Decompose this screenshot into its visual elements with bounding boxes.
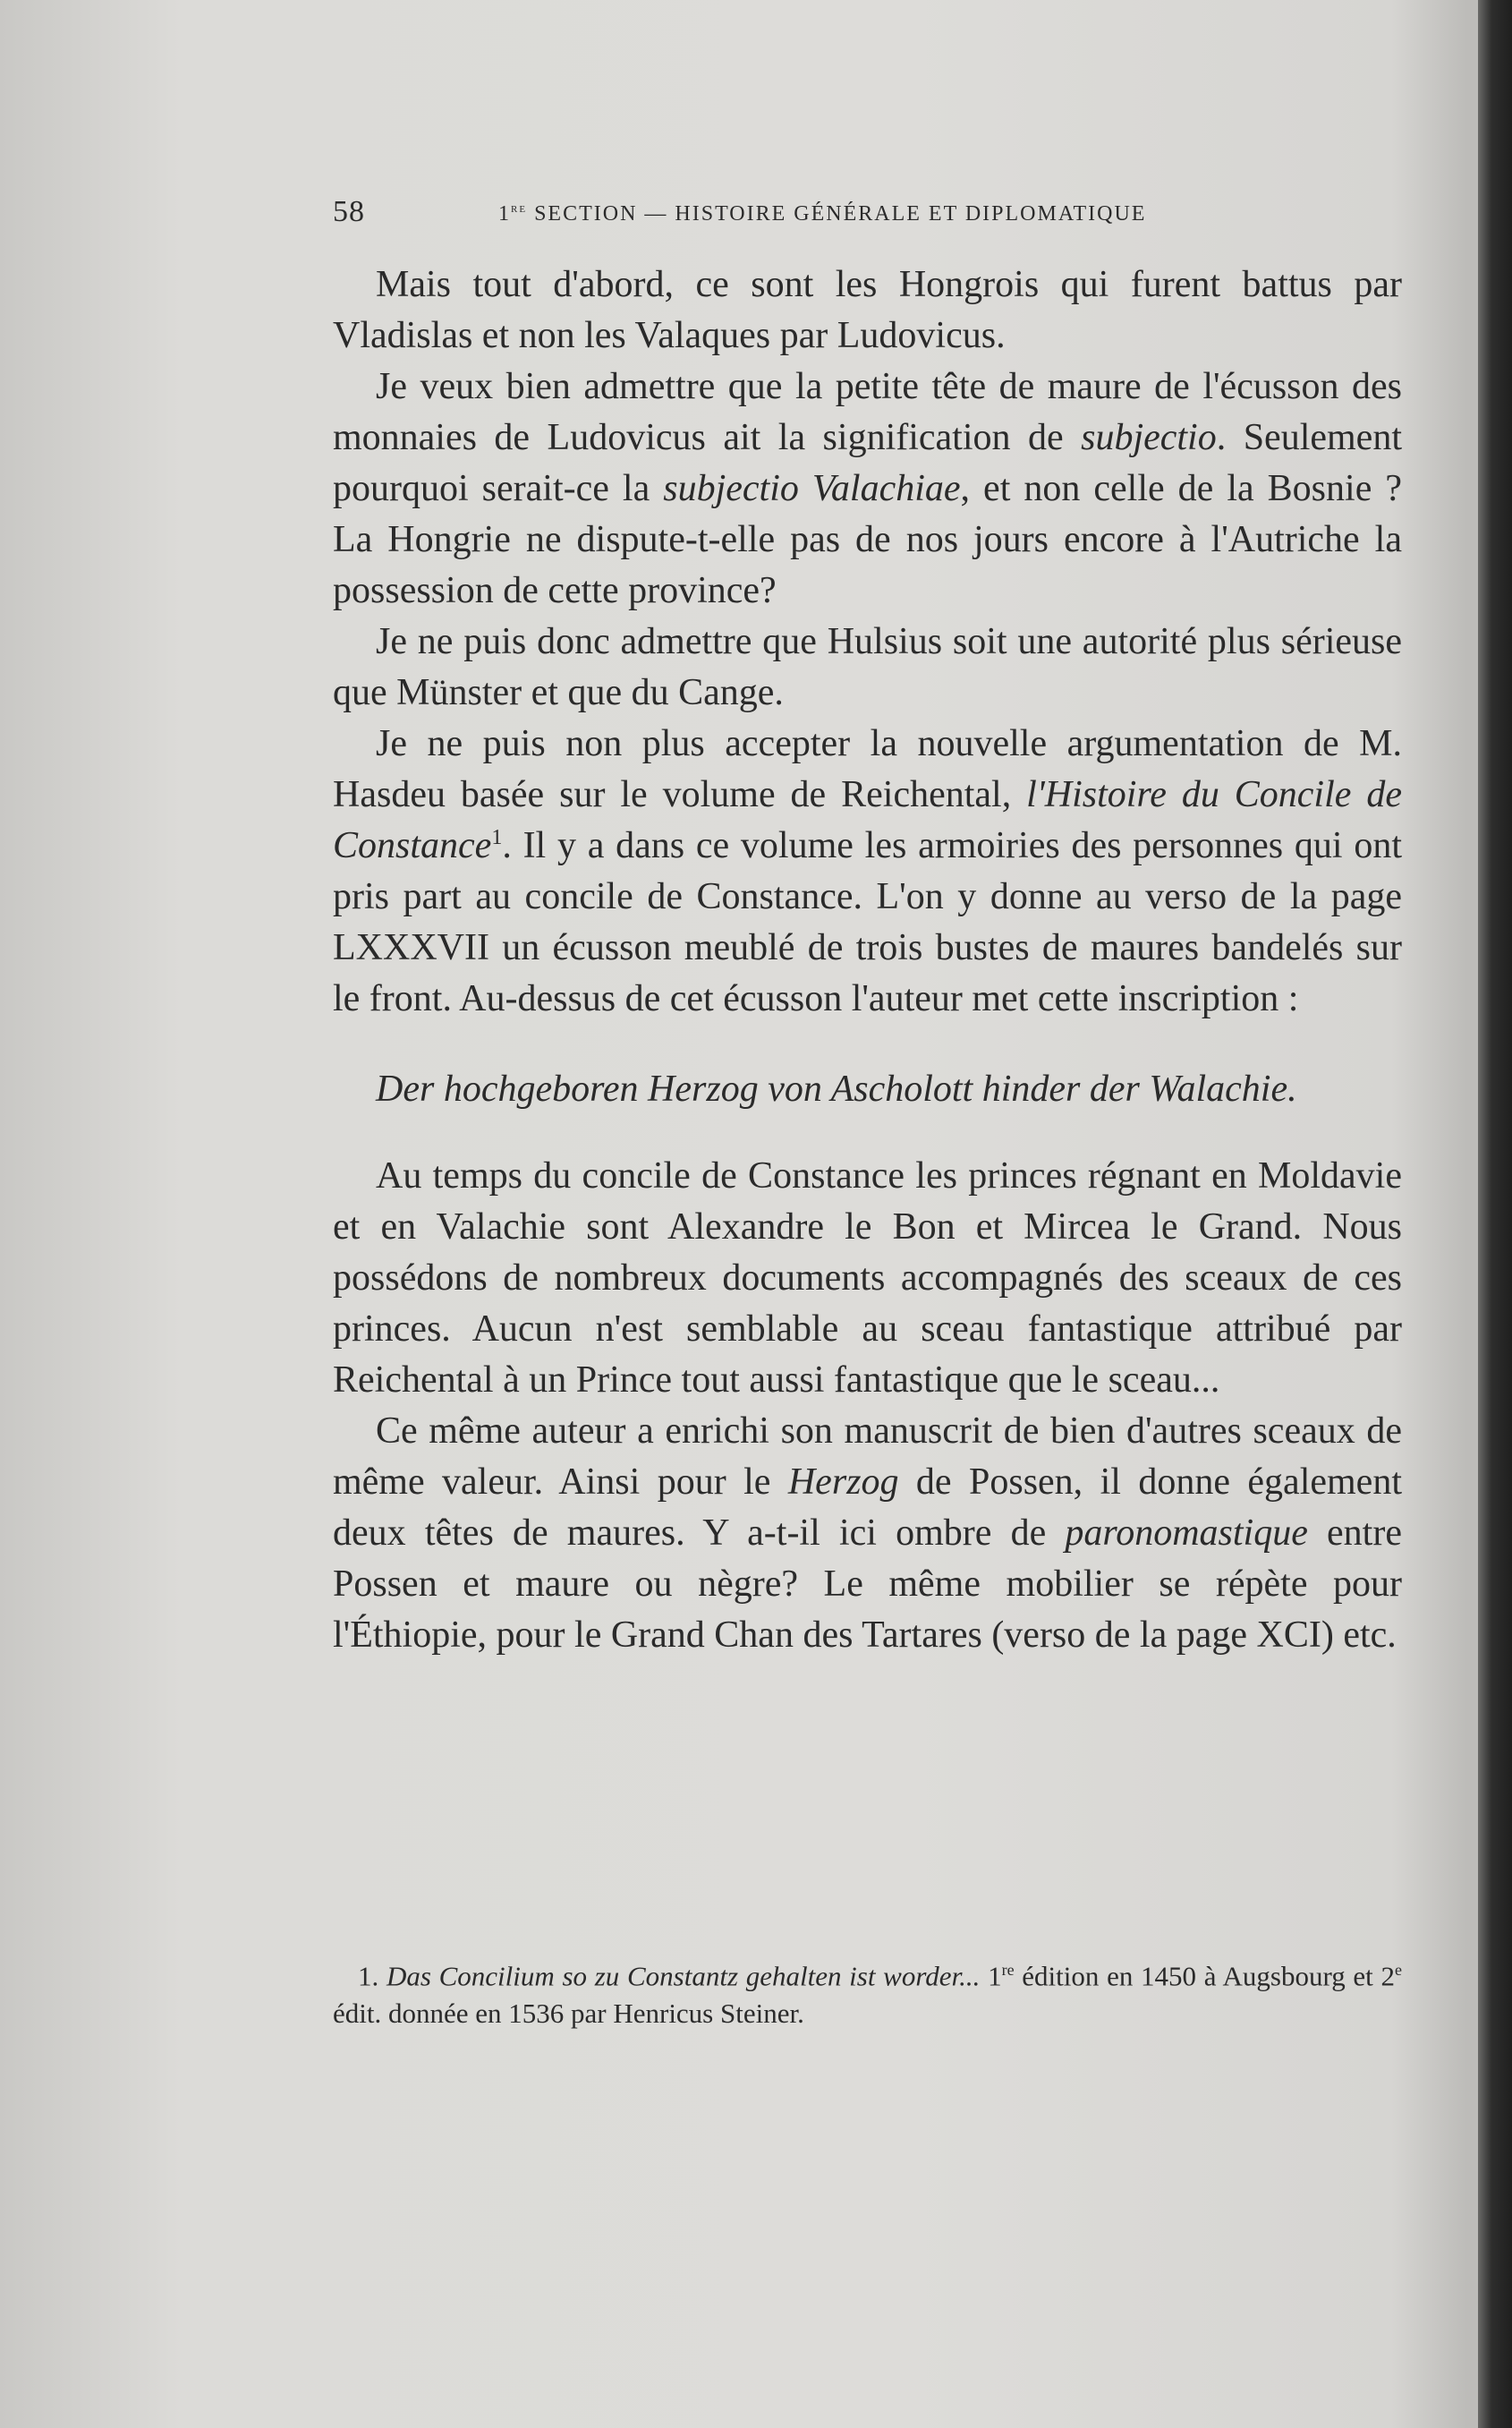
body-text bbox=[333, 260, 1402, 1661]
p6-text-a: Ce même auteur a enrichi son manuscrit de bien d'autres sceaux de même valeur. Ainsi pour le bbox=[333, 1410, 1402, 1503]
section-sup: re bbox=[511, 200, 528, 216]
quote-inscription: Der hochgeboren Herzog von Ascholott hinder der Walachie. bbox=[376, 1069, 1297, 1110]
p2-text-a: Je veux bien admettre que la petite tête de maure de l'écusson des monnaies de Ludovicus ait la signification de bbox=[333, 366, 1402, 458]
p4-italic-title: l'Histoire du Concile de Constance bbox=[333, 774, 1402, 866]
p2-italic-subjectio-valachiae: subjectio Valachiae bbox=[663, 468, 961, 509]
footnote-number: 1. bbox=[358, 1960, 379, 1992]
paragraph-1: Mais tout d'abord, ce sont les Hongrois qui furent battus par Vladislas et non les Valaques par Ludovicus. bbox=[333, 264, 1402, 356]
running-title: SECTION — HISTOIRE GÉNÉRALE ET DIPLOMATIQUE bbox=[534, 202, 1147, 226]
paragraph-6 bbox=[333, 1406, 1402, 1661]
paragraph-5: Au temps du concile de Constance les princes régnant en Moldavie et en Valachie sont Alexandre le Bon et Mircea le Grand. Nous possédons de nombreux documents accompagnés des sceaux de ces princes. Aucun n'est semblable au sceau fantastique attribué par Reichental à un Prince tout aussi fantastique que le sceau... bbox=[333, 1155, 1402, 1401]
footnote-edition-a: 1 bbox=[988, 1960, 1002, 1992]
footnote-edition-b-text: édit. donnée en 1536 par Henricus Steiner. bbox=[333, 1998, 804, 2030]
p2-text-e: , et non celle de la Bosnie ? La Hongrie ne dispute-t-elle pas de nos jours encore à l'Autriche la possession de cette province? bbox=[333, 468, 1402, 611]
p6-text-c: de Possen, il donne également deux têtes de maures. Y a-t-il ici ombre de bbox=[333, 1461, 1402, 1554]
footnote bbox=[333, 1951, 1402, 2032]
footnote-reference: 1 bbox=[491, 826, 503, 849]
p4-text-c: . Il y a dans ce volume les armoiries des personnes qui ont pris part au concile de Constance. L'on y donne au verso de la page LXXXVII un écusson meublé de trois bustes de maures bandelés sur le front. Au-dessus de cet écusson l'auteur met cette inscription : bbox=[333, 825, 1402, 1019]
p6-text-e: entre Possen et maure ou nègre? Le même mobilier se répète pour l'Éthiopie, pour le Grand Chan des Tartares (verso de la page XCI) etc. bbox=[333, 1512, 1402, 1656]
paragraph-4 bbox=[333, 719, 1402, 1025]
footnote-edition-a-text: édition en 1450 à Augsbourg et 2 bbox=[1014, 1960, 1395, 1992]
page-number: 58 bbox=[333, 195, 365, 228]
footnote-edition-a-sup: re bbox=[1001, 1961, 1015, 1979]
p2-italic-subjectio: subjectio bbox=[1081, 417, 1217, 458]
footnote-title: Das Concilium so zu Constantz gehalten ist worder... bbox=[386, 1960, 981, 1992]
running-head bbox=[498, 200, 1146, 226]
p6-italic-paronomastique: paronomastique bbox=[1065, 1512, 1308, 1554]
book-binding-edge bbox=[1478, 0, 1512, 2428]
paragraph-3: Je ne puis donc admettre que Hulsius soit une autorité plus sérieuse que Münster et que du Cange. bbox=[333, 621, 1402, 713]
footnote-edition-b-sup: e bbox=[1395, 1961, 1402, 1979]
p6-italic-herzog: Herzog bbox=[787, 1461, 899, 1503]
p2-text-c: . Seulement pourquoi serait-ce la bbox=[333, 417, 1402, 509]
paragraph-2 bbox=[333, 362, 1402, 617]
p4-text-a: Je ne puis non plus accepter la nouvelle argumentation de M. Hasdeu basée sur le volume de Reichental, bbox=[333, 723, 1402, 815]
page-header bbox=[333, 195, 1241, 231]
section-number: 1 bbox=[498, 202, 511, 226]
